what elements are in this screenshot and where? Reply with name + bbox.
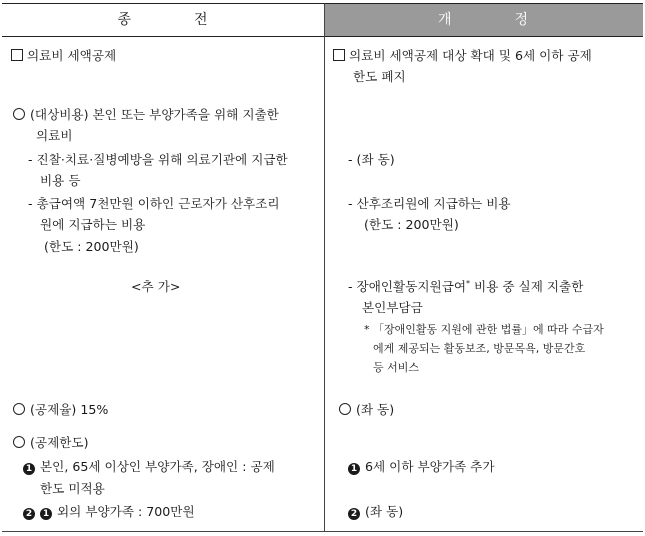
header-before: [2, 3, 324, 37]
header-before-char1: 종: [117, 12, 132, 28]
right-item2-line1: - 산후조리원에 지급하는 비용: [348, 196, 511, 211]
number-2-badge-icon: 2: [23, 508, 35, 520]
left-added-placeholder: <추 가>: [131, 279, 181, 294]
left-limit-n1-line2: 한도 미적용: [40, 481, 105, 496]
right-note-line3: 등 서비스: [373, 361, 420, 374]
left-title: [11, 45, 116, 66]
right-item2-line2: (한도 : 200만원): [364, 217, 459, 232]
left-rate-text: (공제율) 15%: [30, 402, 109, 417]
left-item2-line2: 원에 지급하는 비용: [40, 217, 146, 232]
circle-bullet-icon: [339, 403, 351, 415]
table-bottom-border: [2, 531, 643, 532]
right-item3-text1b: 비용 중 실제 지출한: [470, 279, 584, 294]
checkbox-square-icon: [333, 49, 345, 61]
right-same1: - (좌 동): [348, 152, 395, 167]
circle-bullet-icon: [13, 436, 25, 448]
header-after-char1: 개: [437, 12, 453, 28]
left-item1-line2: 비용 등: [40, 173, 81, 188]
right-limit-n1-text: 6세 이하 부양가족 추가: [365, 459, 495, 474]
checkbox-square-icon: [11, 49, 23, 61]
left-item1-line1: - 진찰·치료·질병예방을 위해 의료기관에 지급한: [28, 152, 288, 167]
number-2-badge-icon: 2: [348, 508, 360, 520]
left-limit-n2: [23, 501, 195, 522]
right-title-line1: [333, 45, 592, 66]
number-1-badge-icon: 1: [40, 508, 52, 520]
left-item2-line3: (한도 : 200만원): [44, 239, 139, 254]
left-limit-text: (공제한도): [30, 435, 89, 450]
left-limit-n1-text: 본인, 65세 이상인 부양가족, 장애인 : 공제: [40, 459, 275, 474]
circle-bullet-icon: [13, 403, 25, 415]
left-target-line2: 의료비: [36, 128, 73, 143]
right-title-text1: 의료비 세액공제 대상 확대 및 6세 이하 공제: [349, 48, 592, 63]
right-note-line1: * 「장애인활동 지원에 관한 법률」에 따라 수급자: [364, 323, 604, 336]
left-title-text: 의료비 세액공제: [27, 48, 117, 63]
right-limit-n2-text: (좌 동): [365, 504, 404, 519]
footnote-marker: *: [466, 278, 471, 288]
right-limit-n2: [348, 501, 403, 522]
right-limit-n1: [348, 456, 495, 477]
right-rate: [339, 399, 394, 420]
right-item3-line1: [348, 276, 583, 297]
left-target-line1: [13, 104, 279, 125]
header-after-char2: 정: [514, 12, 530, 28]
right-item3-text1a: - 장애인활동지원급여: [348, 279, 467, 294]
right-note-line2: 에게 제공되는 활동보조, 방문목욕, 방문간호: [373, 342, 586, 355]
header-before-char2: 전: [194, 12, 209, 28]
right-rate-text: (좌 동): [356, 402, 395, 417]
left-limit-n2-text: 외의 부양가족 : 700만원: [57, 504, 195, 519]
circle-bullet-icon: [13, 108, 25, 120]
header-after: [324, 3, 643, 37]
left-rate: [13, 399, 108, 420]
right-title-line2: 한도 폐지: [353, 69, 406, 84]
left-item2-line1: - 총급여액 7천만원 이하인 근로자가 산후조리: [28, 196, 280, 211]
number-1-badge-icon: 1: [348, 463, 360, 475]
left-limit: [13, 432, 89, 453]
right-item3-line2: 본인부담금: [362, 300, 423, 315]
number-1-badge-icon: 1: [23, 463, 35, 475]
left-limit-n1-line1: [23, 456, 275, 477]
left-target-text1: (대상비용) 본인 또는 부양가족을 위해 지출한: [30, 107, 279, 122]
column-divider: [324, 3, 325, 532]
